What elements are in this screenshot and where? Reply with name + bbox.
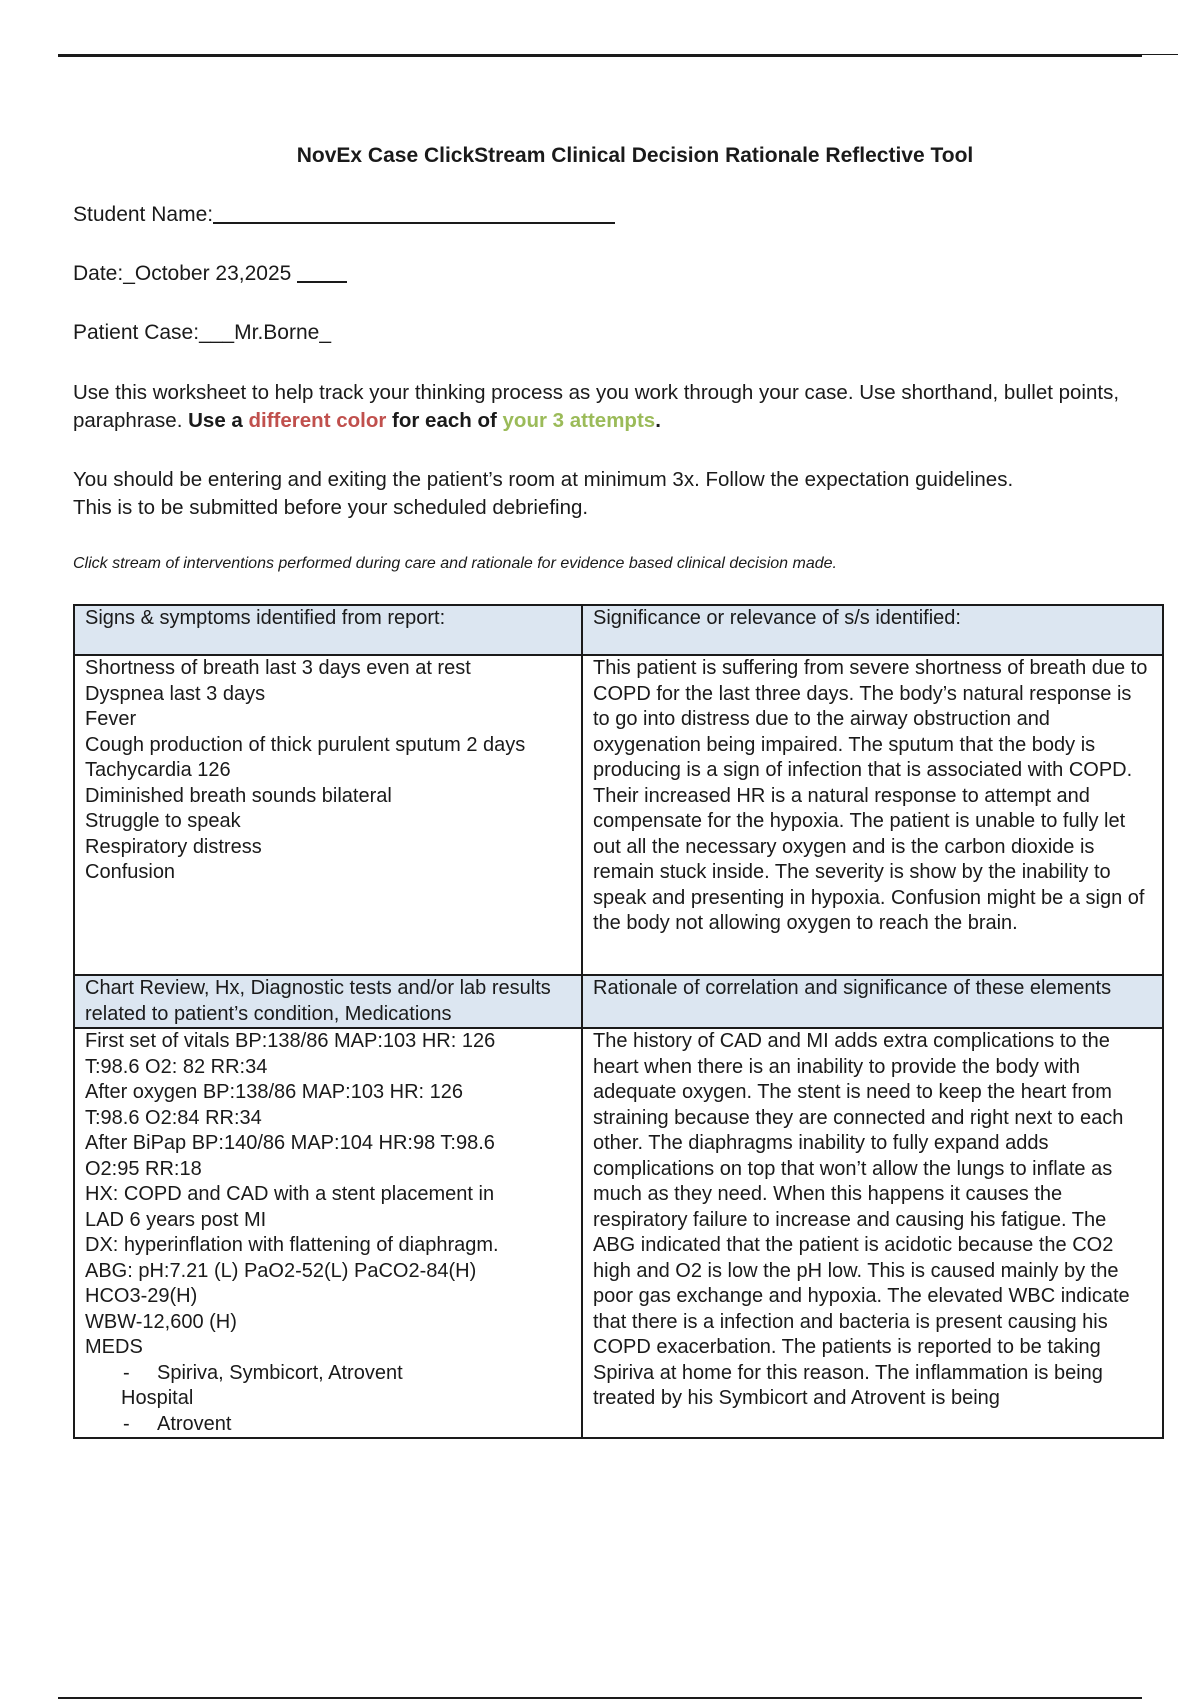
bullet-dash: - xyxy=(123,1361,130,1384)
list-item: ABG: pH:7.21 (L) PaO2-52(L) PaCO2-84(H) xyxy=(85,1259,477,1282)
list-item: HX: COPD and CAD with a stent placement in xyxy=(85,1183,495,1205)
list-item: Diminished breath sounds bilateral xyxy=(85,784,392,807)
list-item: O2:95 RR:18 xyxy=(85,1157,202,1180)
date-blank-line xyxy=(297,279,347,283)
instructions-red-text: different color xyxy=(248,409,387,432)
list-item: After BiPap BP:140/86 MAP:104 HR:98 T:98.6 xyxy=(85,1132,495,1154)
header-chart-review: Chart Review, Hx, Diagnostic tests and/or lab results related to patient’s condition, Medications xyxy=(74,975,582,1028)
list-item: Confusion xyxy=(85,861,176,883)
student-name-field xyxy=(73,203,615,227)
header-rationale: Rationale of correlation and significance of these elements xyxy=(582,975,1163,1028)
rationale-table xyxy=(73,604,1164,1439)
table-header-row-2 xyxy=(74,975,1163,1028)
list-item: Dyspnea last 3 days xyxy=(85,682,266,705)
date-value[interactable]: _October 23,2025 xyxy=(123,262,292,285)
list-item: Respiratory distress xyxy=(85,835,262,858)
clickstream-note: Click stream of interventions performed during care and rationale for evidence based clinical decision made. xyxy=(73,555,837,572)
chart-review-cell[interactable] xyxy=(74,1028,582,1438)
instructions-green-text: your 3 attempts xyxy=(502,409,656,432)
instructions-bold-b: for each of xyxy=(386,409,503,432)
bottom-rule xyxy=(58,1697,1142,1699)
list-item: Shortness of breath last 3 days even at rest xyxy=(85,657,471,679)
header-significance: Significance or relevance of s/s identified: xyxy=(582,605,1163,655)
expectations-paragraph xyxy=(73,466,1183,522)
instructions-paragraph xyxy=(73,379,1183,435)
list-item: Cough production of thick purulent sputum 2 days xyxy=(85,733,526,756)
significance-cell[interactable] xyxy=(582,655,1163,975)
patient-case-field xyxy=(73,321,331,345)
list-item: DX: hyperinflation with flattening of diaphragm. xyxy=(85,1234,499,1256)
instructions-end: . xyxy=(655,409,661,432)
table-header-row-1 xyxy=(74,605,1163,655)
rationale-text: The history of CAD and MI adds extra complications to the heart when there is an inability to provide the body with adequate oxygen. The stent is need to keep the heart from straining because they are connected and right next to each other. The diaphragms inability to fully expand adds complications on top that won’t allow the lungs to inflate as much as they need. When this happens it causes the respiratory failure to increase and causing his fatigue. The ABG indicated that the patient is acidotic because the CO2 high and O2 is low the pH low. This is caused mainly by the poor gas exchange and hypoxia. The elevated WBC indicate that there is a infection and bacteria is present causing his COPD exacerbation. The patients is reported to be taking Spiriva at home for this reason. The inflammation is being treated by his Symbicort and Atrovent is being xyxy=(593,1030,1130,1409)
student-name-blank-line[interactable] xyxy=(213,220,615,224)
date-label: Date: xyxy=(73,262,124,285)
top-rule-tail xyxy=(1142,54,1178,55)
home-meds-text: Spiriva, Symbicort, Atrovent xyxy=(157,1361,403,1384)
list-item: Tachycardia 126 xyxy=(85,759,231,781)
list-item: HCO3-29(H) xyxy=(85,1285,198,1307)
list-item: T:98.6 O2:84 RR:34 xyxy=(85,1106,262,1129)
list-item: T:98.6 O2: 82 RR:34 xyxy=(85,1055,268,1078)
list-item: MEDS xyxy=(85,1336,143,1358)
list-item: After oxygen BP:138/86 MAP:103 HR: 126 xyxy=(85,1081,463,1103)
page-title: NovEx Case ClickStream Clinical Decision Rationale Reflective Tool xyxy=(296,144,974,167)
expectations-line-2: This is to be submitted before your scheduled debriefing. xyxy=(73,496,589,519)
list-item: Struggle to speak xyxy=(85,810,241,832)
symptoms-cell[interactable] xyxy=(74,655,582,975)
expectations-line-1: You should be entering and exiting the patient’s room at minimum 3x. Follow the expectation guidelines. xyxy=(73,468,1014,491)
significance-text: This patient is suffering from severe shortness of breath due to COPD for the last three days. The body’s natural response is to go into distress due to the airway obstruction and oxygenation being impaired. The sputum that the body is producing is a sign of infection that is associated with COPD. Their increased HR is a natural response to attempt and compensate for the hypoxia. The patient is unable to fully let out all the necessary oxygen and is the carbon dioxide is remain stuck inside. The severity is show by the inability to speak and presenting in hypoxia. Confusion might be a sign of the body not allowing oxygen to reach the brain. xyxy=(593,657,1148,934)
bullet-dash: - xyxy=(123,1412,130,1435)
table-row-chart-review xyxy=(74,1028,1163,1438)
top-rule xyxy=(58,54,1142,57)
patient-case-value[interactable]: ___Mr.Borne_ xyxy=(199,321,331,344)
table-row-symptoms xyxy=(74,655,1163,975)
header-signs-symptoms: Signs & symptoms identified from report: xyxy=(74,605,582,655)
home-meds-bullet xyxy=(85,1361,571,1387)
list-item: First set of vitals BP:138/86 MAP:103 HR: 126 xyxy=(85,1030,496,1052)
list-item: LAD 6 years post MI xyxy=(85,1208,267,1231)
hospital-meds-bullet xyxy=(85,1412,571,1438)
patient-case-label: Patient Case: xyxy=(73,321,200,344)
hospital-meds-text: Atrovent xyxy=(157,1412,232,1435)
instructions-bold-a: Use a xyxy=(188,409,249,432)
hospital-label: Hospital xyxy=(121,1387,194,1409)
date-field xyxy=(73,262,347,286)
instructions-text: Use this worksheet to help track your thinking process as you work through your case. Use shorthand, bullet points, paraphrase. xyxy=(73,381,1120,432)
student-name-label: Student Name: xyxy=(73,203,214,226)
rationale-cell[interactable] xyxy=(582,1028,1163,1438)
list-item: WBW-12,600 (H) xyxy=(85,1310,237,1333)
list-item: Fever xyxy=(85,708,137,730)
